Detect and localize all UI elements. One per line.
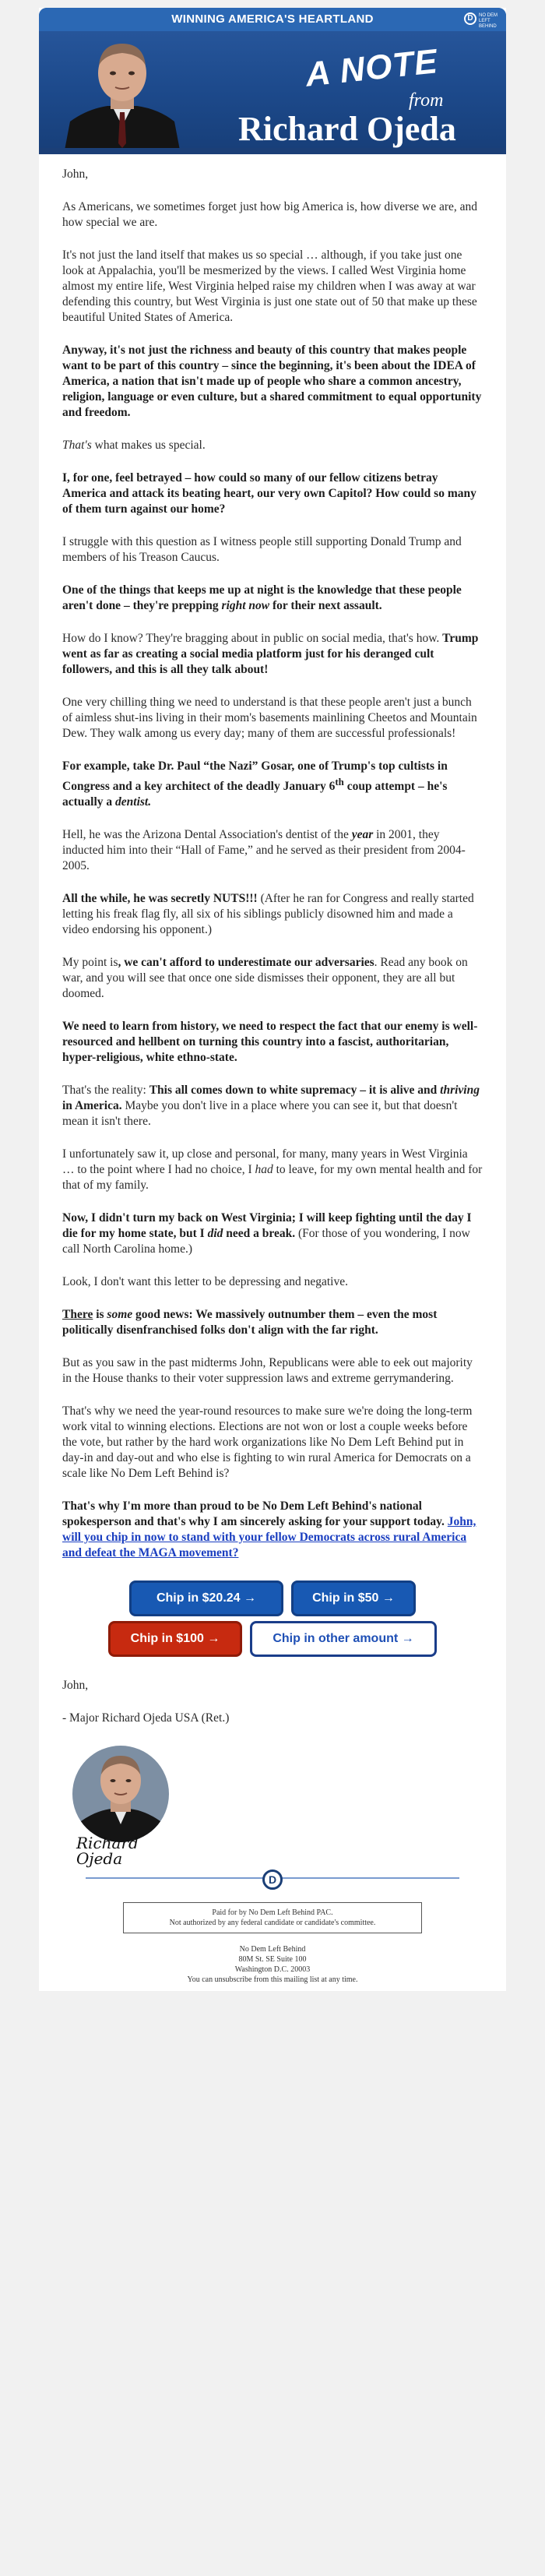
donate-link[interactable]: John, will you chip in now to stand with your fellow Democrats across rural America and defeat the MAGA movement? — [62, 1515, 476, 1560]
richard-ojeda-photo — [56, 34, 188, 154]
paragraph-12-bold: All the while, he was secretly NUTS!!! — [62, 892, 258, 906]
paragraph-10-sup: th — [335, 776, 344, 788]
paragraph-15-em: thriving — [440, 1084, 480, 1098]
greeting: John, — [62, 167, 89, 181]
paragraph-22-bold: That's why I'm more than proud to be No Dem Left Behind's national spokesperson and that's why I am sincerely asking for your support today. — [62, 1499, 448, 1529]
org-name: No Dem Left Behind — [239, 1945, 306, 1954]
header-banner — [39, 8, 506, 154]
paragraph-10-em: dentist. — [115, 795, 152, 809]
paragraph-3-bold: Anyway, it's not just the richness and beauty of this country that makes people want to be part of this country – since the beginning, it's been about the IDEA of America, a nation that isn't made up of people who share a common ancestry, religion, language or even culture, but a shared commitment to equal opportunity and freedom. — [62, 344, 482, 419]
paragraph-12-text: (After he ran for Congress and really started letting his freak flag fly, all six of his siblings publicly disowned him and made a video endorsing his opponent.) — [62, 892, 474, 937]
paragraph-14-bold: We need to learn from history, we need to respect the fact that our enemy is well-resourced and hellbent on turning this country into a fascist, authoritarian, hyper-religious, white ethno-state. — [62, 1020, 478, 1065]
footer — [39, 1860, 506, 1991]
paragraph-8-text: How do I know? They're bragging about in public on social media, that's how. — [62, 632, 443, 645]
paragraph-20: But as you saw in the past midterms John, Republicans were able to eek out majority in the House thanks to their voter suppression laws and extreme gerrymandering. — [62, 1356, 473, 1386]
org-logo — [464, 12, 497, 27]
paragraph-4-em: That's — [62, 439, 92, 452]
paragraph-21: That's why we need the year-round resources to make sure we're doing the long-term work vital to winning elections. Elections are not won or lost a couple weeks before the vote, but rather by the hard work organizations like No Dem Left Behind put in day-in and day-out and who else is fighting to win rural America for Democrats on a scale like No Dem Left Behind is? — [62, 1404, 473, 1481]
paragraph-15-text-c: in America. — [62, 1099, 122, 1113]
paid-for-disclaimer — [123, 1902, 422, 1933]
paragraph-19-text-b: good news: — [132, 1308, 193, 1322]
paragraph-17-em: did — [207, 1227, 223, 1241]
paragraph-22 — [62, 1499, 483, 1561]
paragraph-9: One very chilling thing we need to understand is that these people aren't just a bunch of aimless shut-ins living in their mom's basements mainlining Cheetos and Mountain Dew. They walk among us every day; many of them are successful professionals! — [62, 696, 477, 740]
paragraph-15-text-b: This all comes down to white supremacy – it is alive and — [149, 1084, 441, 1098]
paragraph-19-em: some — [107, 1308, 133, 1322]
signature-photo — [70, 1743, 171, 1869]
paragraph-15 — [62, 1083, 483, 1129]
letter-body — [39, 154, 506, 1561]
logo-d-icon: D — [464, 12, 476, 25]
paragraph-12 — [62, 891, 483, 938]
header-title-line1: A NOTE — [304, 42, 440, 94]
signature-portrait — [70, 1743, 171, 1845]
paragraph-16-text-b: to leave, for my own mental health and for that of my family. — [62, 1163, 483, 1193]
paragraph-11-bold — [352, 828, 374, 841]
paragraph-4-text: what makes us special. — [91, 439, 206, 452]
paragraph-11 — [62, 827, 483, 874]
header-title-from: from — [409, 90, 444, 111]
paragraph-11-text-b: in 2001, they inducted him into their “Hall of Fame,” and he served as their president from 2004-2005. — [62, 828, 466, 873]
paragraph-16-em: had — [255, 1163, 273, 1177]
paragraph-7-text-a: One of the things that keeps me up at night is the knowledge that these people aren't done – they're prepping — [62, 583, 462, 612]
paragraph-13-bold: , we can't afford to underestimate our adversaries — [118, 956, 374, 970]
disclaimer-line-2: Not authorized by any federal candidate or candidate's committee. — [169, 1919, 376, 1928]
signature-line: - Major Richard Ojeda USA (Ret.) — [62, 1711, 230, 1725]
closing: John, — [62, 1679, 89, 1693]
header-title-line2: Richard Ojeda — [238, 110, 456, 148]
paragraph-10-text-a: For example, take Dr. Paul “the Nazi” Gosar, one of Trump's top cultists in Congress and a key architect of the deadly January 6 — [62, 759, 448, 794]
paragraph-3 — [62, 343, 483, 421]
paragraph-17-text-a: Now, I didn't turn my back on West Virginia; I will keep fighting until the day I die for my home state, but I — [62, 1211, 472, 1241]
paragraph-10 — [62, 759, 483, 810]
paragraph-19-text-a: is — [93, 1308, 107, 1322]
paragraph-19 — [62, 1307, 483, 1338]
paragraph-13-text-c: . Read any book on war, and you will see that once one side dismisses their opponent, they are all but doomed. — [62, 956, 468, 1001]
paragraph-17 — [62, 1210, 483, 1257]
paragraph-8-bold: Trump went as far as creating a social media platform just for his deranged cult followers, and this is all they talk about! — [62, 632, 479, 676]
paragraph-6: I struggle with this question as I witness people still supporting Donald Trump and members of his Treason Caucus. — [62, 535, 462, 564]
paragraph-7 — [62, 583, 483, 614]
donation-buttons — [70, 1578, 475, 1659]
signoff — [39, 1678, 506, 1869]
city-address: Washington D.C. 20003 — [234, 1965, 311, 1975]
paragraph-7-text-b: for their next assault. — [269, 599, 382, 612]
paragraph-10-text-b: coup attempt – he's actually a — [62, 780, 448, 809]
unsubscribe-text[interactable]: You can unsubscribe from this mailing list at any time. — [187, 1975, 358, 1985]
banner-bottom-bar — [39, 148, 506, 154]
paragraph-16 — [62, 1147, 483, 1193]
paragraph-5 — [62, 470, 483, 517]
paragraph-14 — [62, 1019, 483, 1066]
paragraph-4 — [62, 438, 483, 453]
paragraph-7-bold — [62, 583, 462, 612]
paragraph-19-bold — [62, 1308, 437, 1337]
paragraph-13 — [62, 955, 483, 1002]
paragraph-19-underline: There — [62, 1308, 93, 1322]
paragraph-16-text-a: I unfortunately saw it, up close and personal, for many, many years in West Virginia … to the point where I had no choice, I — [62, 1147, 468, 1177]
paragraph-17-text-c: (For those of you wondering, I now call North Carolina home.) — [62, 1227, 470, 1256]
paragraph-13-text-a: My point is — [62, 956, 118, 970]
chip-in-other-button[interactable]: Chip in other amount → — [250, 1621, 437, 1657]
header-tagline: WINNING AMERICA'S HEARTLAND — [39, 8, 506, 31]
paragraph-10-bold — [62, 759, 448, 809]
paragraph-8 — [62, 631, 483, 678]
paragraph-17-text-b: need a break. — [223, 1227, 296, 1241]
paragraph-15-text-d: Maybe you don't live in a place where you can see it, but that doesn't mean it isn't there. — [62, 1099, 458, 1129]
footer-logo-icon: D — [262, 1869, 283, 1890]
paragraph-11-text-a: Hell, he was the Arizona Dental Association's dentist of the — [62, 828, 352, 842]
paragraph-19-text-c: We massively outnumber them – even the most politically disenfranchised folks don't align with the far right. — [62, 1308, 438, 1337]
street-address: 80M St. SE Suite 100 — [238, 1955, 307, 1965]
mailing-address — [39, 1944, 506, 1991]
chip-in-100-button[interactable]: Chip in $100 → — [108, 1621, 242, 1657]
handwritten-signature: Richard Ojeda — [76, 1834, 139, 1869]
paragraph-5-bold: I, for one, feel betrayed – how could so many of our fellow citizens betray America and attack its beating heart, our very own Capitol? How could so many of them turn against our home? — [62, 471, 476, 516]
paragraph-15-text-a: That's the reality: — [62, 1084, 149, 1098]
chip-in-50-button[interactable]: Chip in $50 → — [291, 1580, 416, 1616]
email-container — [39, 8, 506, 1991]
paragraph-18: Look, I don't want this letter to be depressing and negative. — [62, 1275, 348, 1289]
chip-in-20-button[interactable]: Chip in $20.24 → — [129, 1580, 283, 1616]
disclaimer-line-1: Paid for by No Dem Left Behind PAC. — [212, 1908, 333, 1918]
paragraph-2: It's not just the land itself that makes us so special … although, if you take just one look at Appalachia, you'll be mesmerized by the views. I called West Virginia home almost my entire life, West Virginia helped raise my children when I was away at war defending this country, but West Virginia is just one state out of 50 that make up these beautiful United States of America. — [62, 248, 477, 324]
paragraph-1: As Americans, we sometimes forget just how big America is, how diverse we are, and how special we are. — [62, 200, 478, 229]
paragraph-7-em: right now — [221, 599, 270, 612]
paragraph-11-em: year — [351, 828, 374, 842]
logo-text: NO DEM LEFT BEHIND — [479, 13, 498, 29]
